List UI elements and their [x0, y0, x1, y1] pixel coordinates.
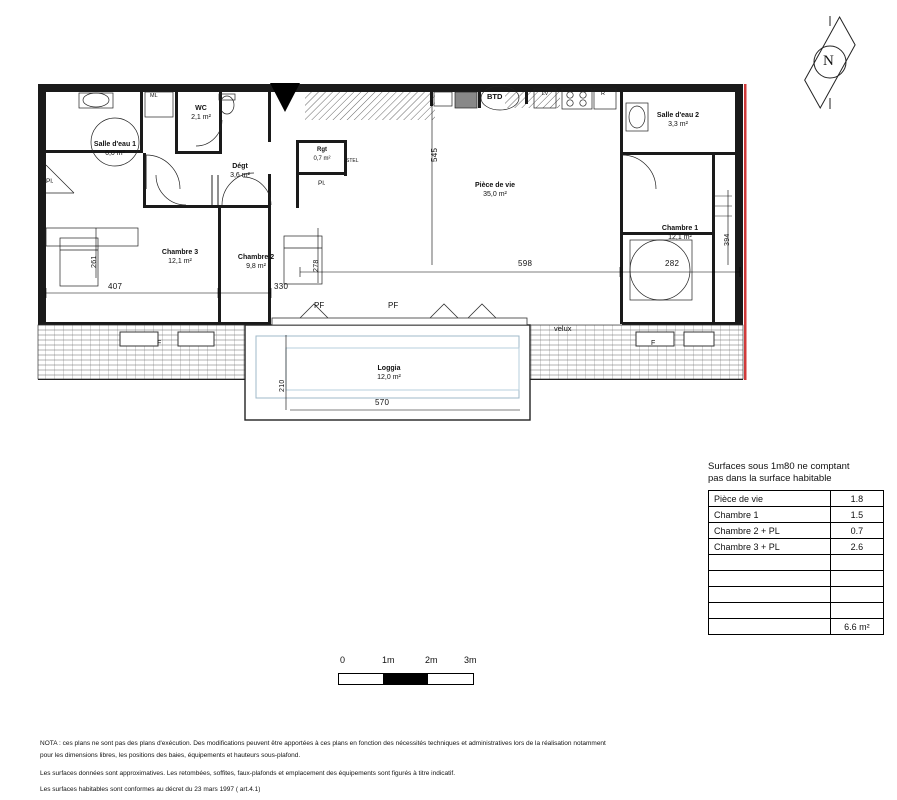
table-row — [709, 507, 884, 523]
surfaces-title: Surfaces sous 1m80 ne comptant pas dans la surface habitable — [708, 461, 850, 484]
surface-label: Chambre 1 — [709, 507, 831, 523]
surface-total-value: 6.6 m² — [830, 619, 883, 635]
surface-value — [830, 555, 883, 571]
label-porte-fenetre-1: PF — [314, 301, 325, 310]
label-placard-2: Pl. — [318, 180, 326, 187]
dimension-278: 278 — [313, 259, 320, 272]
room-label-chambre-3: Chambre 3 12,1 m² — [161, 249, 199, 265]
surface-label — [709, 603, 831, 619]
window-symbols — [272, 304, 527, 325]
surfaces-table — [708, 490, 884, 635]
room-label-chambre-1: Chambre 1 12,1 m² — [661, 225, 699, 241]
room-label-rgt: Rgt 0,7 m² — [313, 147, 331, 162]
surface-label — [709, 571, 831, 587]
surface-value — [830, 571, 883, 587]
scale-bar — [338, 655, 478, 687]
label-porte-fenetre-2: PF — [388, 301, 399, 310]
surface-label — [709, 555, 831, 571]
label-refrigerateur: R — [601, 91, 605, 97]
dimension-282: 282 — [665, 259, 680, 268]
scale-tick-3: 3m — [464, 655, 477, 665]
surface-value: 1.5 — [830, 507, 883, 523]
dimension-330: 330 — [274, 282, 289, 291]
room-label-loggia: Loggia 12,0 m² — [377, 365, 401, 381]
floor-plan — [0, 0, 760, 440]
table-row — [709, 491, 884, 507]
dimension-545: 545 — [430, 147, 439, 162]
surface-label: Chambre 3 + PL — [709, 539, 831, 555]
label-placard-1: Pl. — [46, 178, 54, 185]
footer-line-4: Les surfaces habitables sont conformes au décret du 23 mars 1997 ( art.4.1) — [40, 786, 261, 793]
label-fenetre-2: F — [651, 340, 656, 347]
label-stel: STEL — [346, 158, 359, 164]
room-label-chambre-2: Chambre 2 9,8 m² — [237, 254, 275, 270]
room-label-wc: WC 2,1 m² — [191, 105, 211, 121]
table-row — [709, 555, 884, 571]
surface-label: Pièce de vie — [709, 491, 831, 507]
label-washing-machine: ML — [150, 93, 158, 99]
scale-tick-1: 1m — [382, 655, 395, 665]
label-velux: velux — [554, 324, 572, 333]
surface-value — [830, 587, 883, 603]
scale-bar-graphic — [338, 673, 474, 687]
label-fenetre-1: F — [157, 340, 162, 347]
surface-value: 2.6 — [830, 539, 883, 555]
compass-north-label: N — [823, 53, 834, 69]
room-label-piece-de-vie: Pièce de vie 35,0 m² — [474, 182, 516, 198]
table-row — [709, 539, 884, 555]
dimension-570: 570 — [375, 398, 390, 407]
room-label-salle-eau-2: Salle d'eau 2 3,3 m² — [656, 112, 700, 128]
table-row-total — [709, 619, 884, 635]
footer-line-3: Les surfaces données sont approximatives. Les retombées, soffites, faux-plafonds et emplacement des équipements sont figurés à titre indicatif. — [40, 770, 456, 777]
label-lave-vaisselle: LV — [542, 91, 549, 97]
table-row — [709, 587, 884, 603]
label-btd: BTD — [487, 92, 503, 101]
dimension-261: 261 — [91, 255, 98, 268]
room-label-salle-eau-1: Salle d'eau 1 6,0 m² — [93, 141, 137, 157]
dimension-407: 407 — [108, 282, 123, 291]
surface-value: 0.7 — [830, 523, 883, 539]
entry-arrow — [270, 83, 300, 112]
dimension-394: 394 — [724, 233, 731, 246]
scale-tick-0: 0 — [340, 655, 346, 665]
surface-label — [709, 619, 831, 635]
surface-label — [709, 587, 831, 603]
footer-line-2: pour les dimensions libres, les positions des baies, équipements et hauteurs sous-plafond. — [40, 752, 301, 759]
surface-value: 1.8 — [830, 491, 883, 507]
compass-rose — [785, 10, 875, 115]
surface-label: Chambre 2 + PL — [709, 523, 831, 539]
room-label-degagement: Dégt 3,6 m² — [230, 163, 250, 179]
dimension-598: 598 — [518, 259, 533, 268]
surface-value — [830, 603, 883, 619]
dimension-210: 210 — [279, 379, 286, 392]
footer-notes — [40, 738, 870, 796]
table-row — [709, 571, 884, 587]
surfaces-panel — [708, 461, 886, 635]
footer-line-1: NOTA : ces plans ne sont pas des plans d'exécution. Des modifications peuvent être apportées à ces plans en fonction des nécessités techniques et administratives lors de la réalisation notamment — [40, 740, 606, 747]
scale-tick-2: 2m — [425, 655, 438, 665]
table-row — [709, 603, 884, 619]
table-row — [709, 523, 884, 539]
